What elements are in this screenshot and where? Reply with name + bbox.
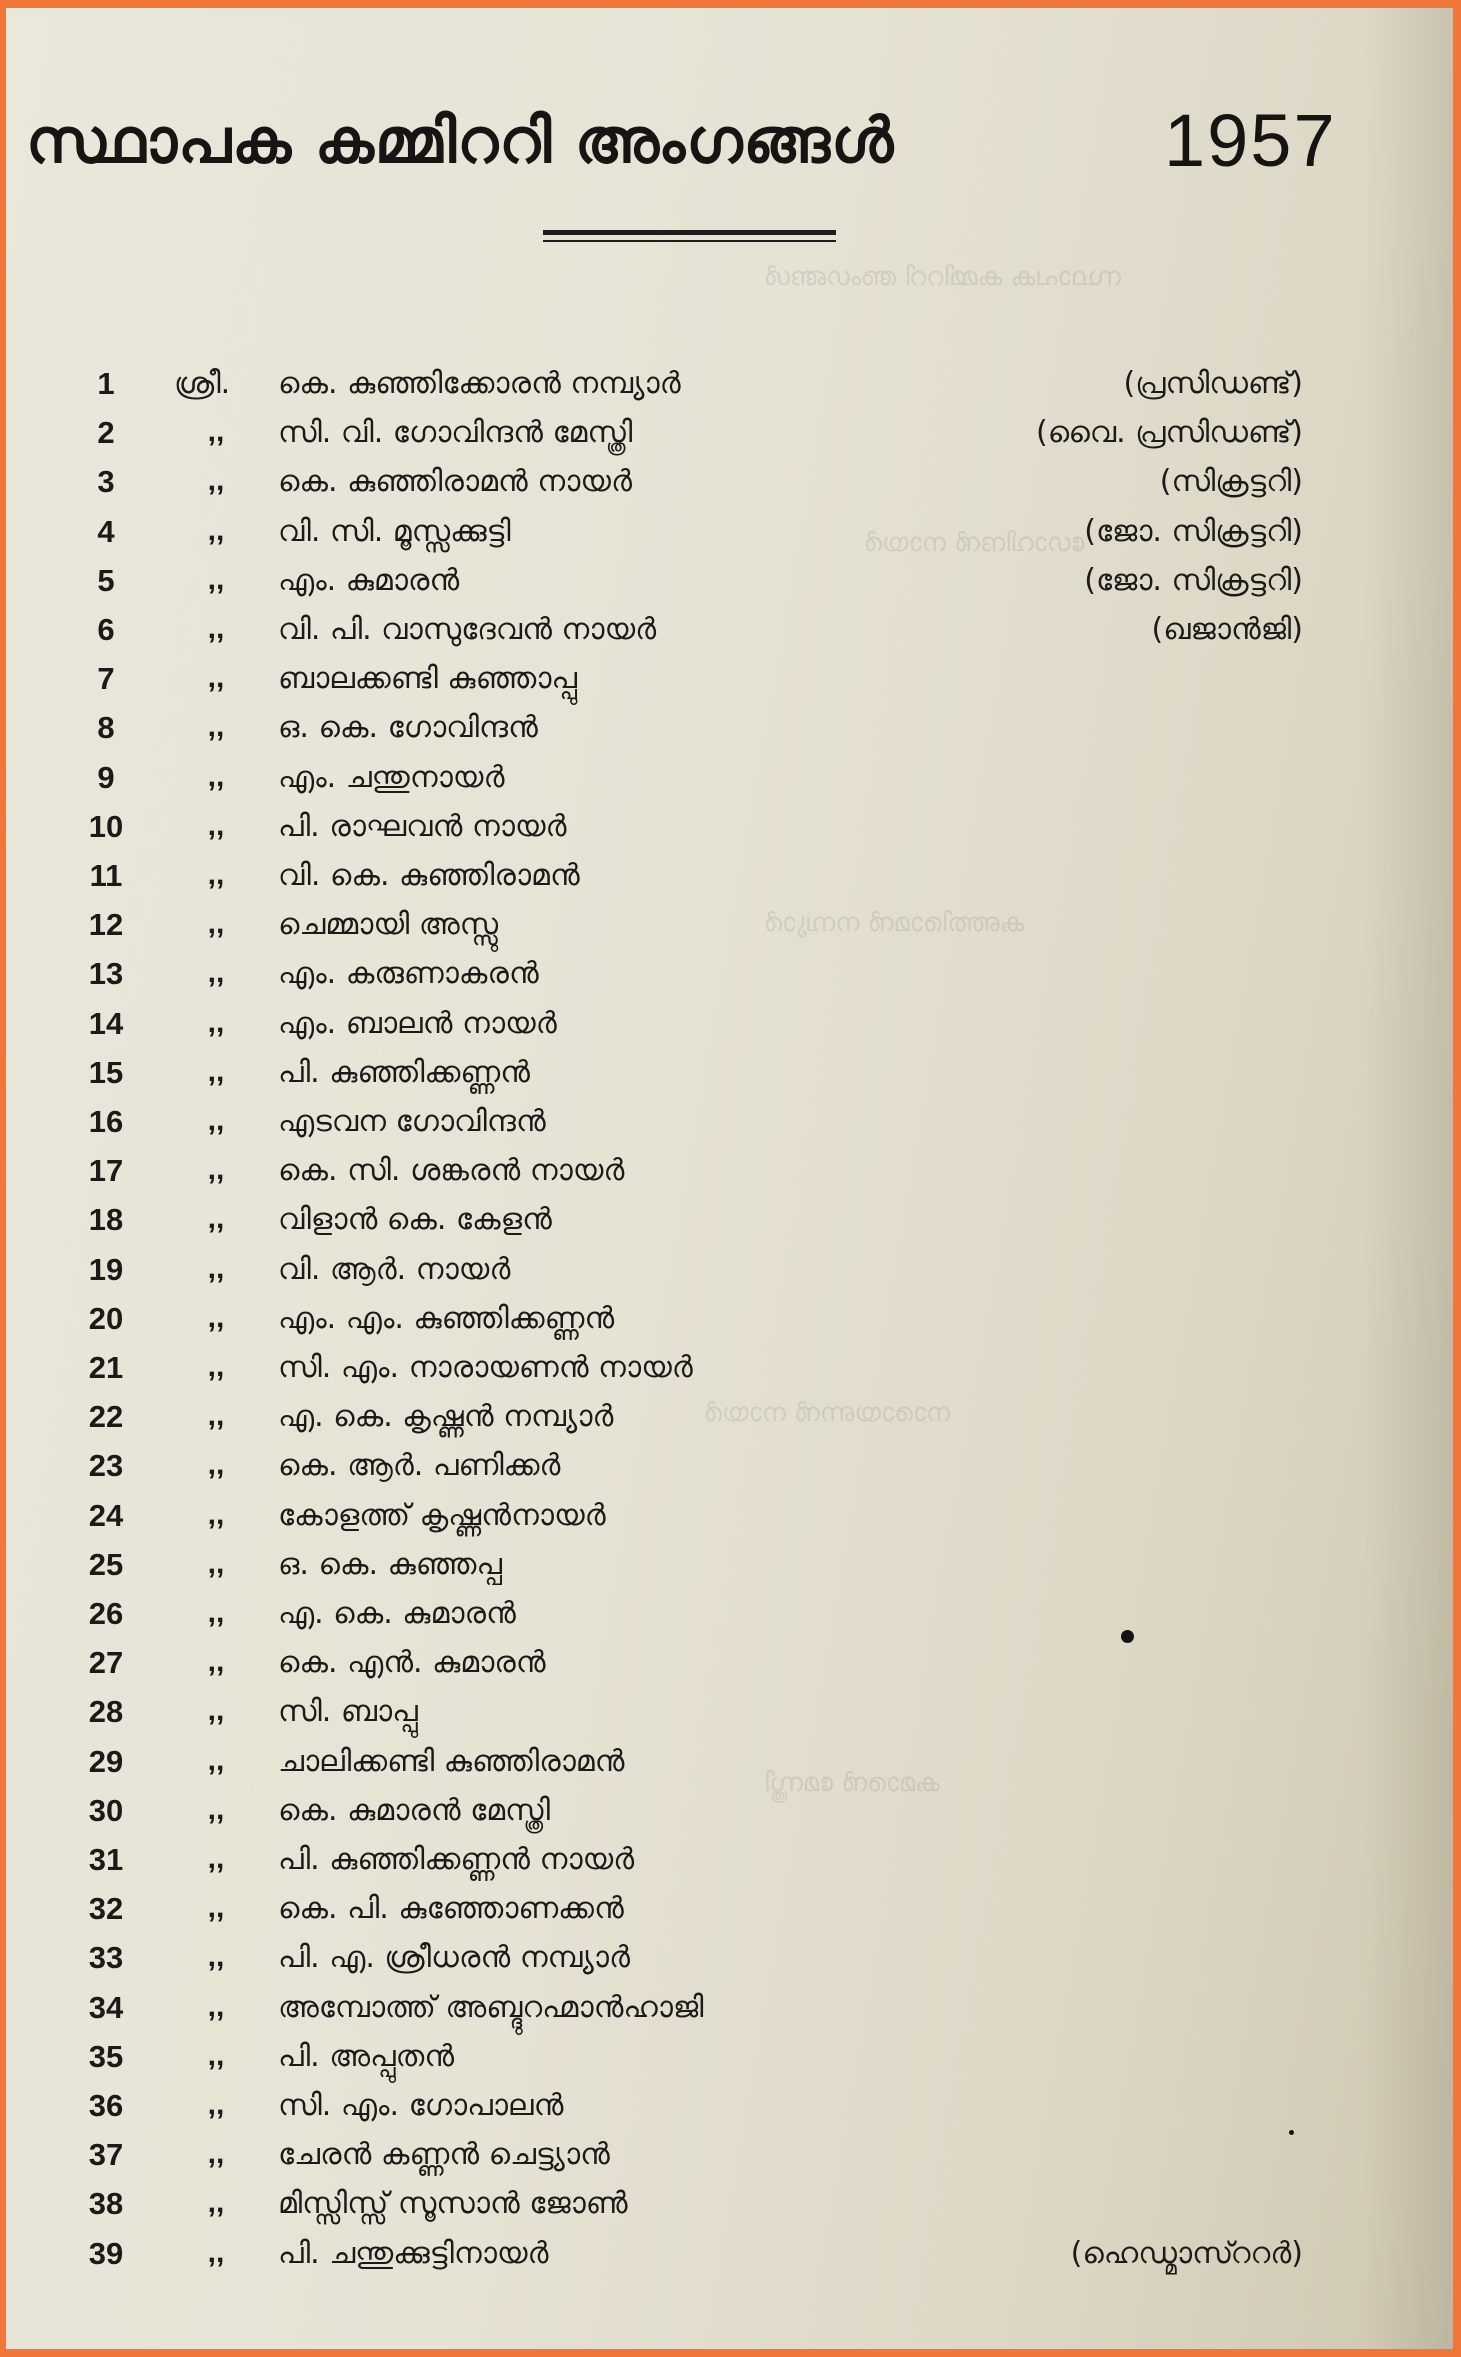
member-name: കെ. കുമാരൻ മേസ്ത്രി — [278, 1793, 550, 1828]
member-number: 36 — [88, 2088, 124, 2123]
member-number: 2 — [97, 415, 115, 450]
member-row — [6, 1104, 1453, 1152]
member-prefix: ,, — [207, 2186, 225, 2219]
member-number: 13 — [88, 956, 124, 991]
member-number: 35 — [88, 2039, 124, 2074]
member-row — [6, 1202, 1453, 1250]
bleed-through-line: കുഞ്ഞിരാമൻ നമ്പ്യാർ — [766, 908, 1027, 938]
member-row — [6, 710, 1453, 758]
member-prefix: ,, — [207, 1055, 225, 1088]
member-row — [6, 858, 1453, 906]
member-prefix: ,, — [207, 2039, 225, 2072]
member-prefix: ,, — [207, 1596, 225, 1629]
member-number: 27 — [88, 1645, 124, 1680]
member-row — [6, 1990, 1453, 2038]
member-number: 37 — [88, 2137, 124, 2172]
member-name: കെ. സി. ശങ്കരൻ നായർ — [278, 1153, 625, 1188]
member-name: മിസ്സിസ്സ് സൂസാൻ ജോൺ — [278, 2186, 628, 2221]
member-name: കെ. കുഞ്ഞിരാമൻ നായർ — [278, 464, 632, 499]
member-number: 12 — [88, 907, 124, 942]
member-prefix: ,, — [207, 1547, 225, 1580]
member-name: എം. കുമാരൻ — [278, 563, 460, 598]
member-name: കെ. എൻ. കുമാരൻ — [278, 1645, 546, 1680]
member-number: 17 — [88, 1153, 124, 1188]
member-row — [6, 2186, 1453, 2234]
member-name: പി. കുഞ്ഞിക്കണ്ണൻ നായർ — [278, 1842, 635, 1877]
member-number: 20 — [88, 1301, 124, 1336]
member-role: (സിക്രട്ടറി) — [1159, 464, 1303, 499]
member-row — [6, 415, 1453, 463]
member-number: 31 — [88, 1842, 124, 1877]
ink-spot — [1121, 1630, 1134, 1643]
member-row — [6, 661, 1453, 709]
member-row — [6, 1153, 1453, 1201]
member-prefix: ,, — [207, 710, 225, 743]
member-number: 10 — [88, 809, 124, 844]
member-row — [6, 956, 1453, 1004]
member-name: ഒ. കെ. കുഞ്ഞപ്പ — [278, 1547, 503, 1582]
member-name: ചേരൻ കണ്ണൻ ചെട്ട്യാൻ — [278, 2137, 610, 2172]
member-prefix: ,, — [207, 1793, 225, 1826]
member-name: ഒ. കെ. ഗോവിന്ദൻ — [278, 710, 538, 745]
page-title: സ്ഥാപക കമ്മിററി അംഗങ്ങൾ — [26, 104, 895, 177]
member-prefix: ,, — [207, 2137, 225, 2170]
member-row — [6, 1547, 1453, 1595]
member-row — [6, 1891, 1453, 1939]
bleed-through-line: നാരായണൻ നായർ — [706, 1398, 953, 1428]
member-number: 34 — [88, 1990, 124, 2025]
member-prefix: ,, — [207, 1940, 225, 1973]
member-number: 32 — [88, 1891, 124, 1926]
member-prefix: ,, — [207, 1498, 225, 1531]
bleed-through-line: ഗോവിന്ദൻ നായർ — [866, 528, 1087, 558]
member-name: എം. എം. കുഞ്ഞിക്കണ്ണൻ — [278, 1301, 615, 1336]
member-number: 5 — [97, 563, 115, 598]
member-prefix: ,, — [207, 858, 225, 891]
member-number: 8 — [97, 710, 115, 745]
member-number: 25 — [88, 1547, 124, 1582]
member-row — [6, 1842, 1453, 1890]
member-row — [6, 1301, 1453, 1349]
member-number: 16 — [88, 1104, 124, 1139]
member-name: എം. ബാലൻ നായർ — [278, 1006, 557, 1041]
member-prefix: ,, — [207, 809, 225, 842]
member-role: (ജോ. സിക്രട്ടറി) — [1084, 563, 1303, 598]
member-prefix: ,, — [207, 1990, 225, 2023]
member-name: പി. എ. ശ്രീധരൻ നമ്പ്യാർ — [278, 1940, 630, 1975]
member-name: പി. കുഞ്ഞിക്കണ്ണൻ — [278, 1055, 530, 1090]
member-number: 38 — [88, 2186, 124, 2221]
member-number: 33 — [88, 1940, 124, 1975]
member-prefix: ,, — [207, 1104, 225, 1137]
page-year: 1957 — [1164, 99, 1337, 182]
member-prefix: ,, — [207, 760, 225, 793]
member-name: പി. അപ്പുതൻ — [278, 2039, 455, 2074]
member-name: വി. പി. വാസുദേവൻ നായർ — [278, 612, 657, 647]
member-prefix: ,, — [207, 661, 225, 694]
member-name: കെ. പി. കുഞ്ഞോണക്കൻ — [278, 1891, 624, 1926]
member-name: ബാലക്കണ്ടി കുഞ്ഞാപ്പു — [278, 661, 578, 696]
member-name: എ. കെ. കുമാരൻ — [278, 1596, 516, 1631]
member-row — [6, 809, 1453, 857]
member-number: 6 — [97, 612, 115, 647]
member-row — [6, 366, 1453, 414]
member-name: കെ. കുഞ്ഞിക്കോരൻ നമ്പ്യാർ — [278, 366, 681, 401]
member-number: 21 — [88, 1350, 124, 1385]
member-number: 22 — [88, 1399, 124, 1434]
member-row — [6, 612, 1453, 660]
member-prefix: ,, — [207, 2088, 225, 2121]
title-underline — [543, 230, 836, 235]
member-name: എം. കരുണാകരൻ — [278, 956, 539, 991]
member-role: (ജോ. സിക്രട്ടറി) — [1084, 514, 1303, 549]
bleed-through-line: സ്ഥാപക കമ്മിററി അംഗങ്ങൾ — [766, 262, 1124, 292]
bleed-through-line: കുമാരൻ മേസ്ത്രി — [766, 1768, 942, 1798]
member-prefix: ,, — [207, 514, 225, 547]
member-prefix: ,, — [207, 464, 225, 497]
member-number: 30 — [88, 1793, 124, 1828]
member-prefix: ,, — [207, 956, 225, 989]
member-name: കോളത്ത് കൃഷ്ണൻനായർ — [278, 1498, 606, 1533]
member-name: പി. രാഘവൻ നായർ — [278, 809, 567, 844]
member-prefix: ,, — [207, 415, 225, 448]
member-row — [6, 1399, 1453, 1447]
member-row — [6, 1055, 1453, 1103]
title-underline-thin — [543, 240, 836, 242]
member-row — [6, 1596, 1453, 1644]
member-prefix: ,, — [207, 1399, 225, 1432]
member-role: (ഖജാൻജി) — [1151, 612, 1303, 647]
member-number: 29 — [88, 1744, 124, 1779]
member-prefix: ശ്രീ. — [174, 366, 231, 401]
member-number: 14 — [88, 1006, 124, 1041]
member-row — [6, 1448, 1453, 1496]
member-name: വി. സി. മൂസ്സക്കുട്ടി — [278, 514, 511, 549]
member-number: 1 — [97, 366, 115, 401]
document-page — [6, 8, 1453, 2349]
member-name: എ. കെ. കൃഷ്ണൻ നമ്പ്യാർ — [278, 1399, 614, 1434]
member-prefix: ,, — [207, 2236, 225, 2269]
member-prefix: ,, — [207, 1006, 225, 1039]
member-name: പി. ചന്തുക്കുട്ടിനായർ — [278, 2236, 549, 2271]
member-name: എം. ചന്തുനായർ — [278, 760, 505, 795]
member-prefix: ,, — [207, 1645, 225, 1678]
member-role: (ഹെഡ്മാസ്ററർ) — [1070, 2236, 1303, 2271]
member-prefix: ,, — [207, 1842, 225, 1875]
member-row — [6, 760, 1453, 808]
member-number: 26 — [88, 1596, 124, 1631]
member-number: 7 — [97, 661, 115, 696]
member-row — [6, 1940, 1453, 1988]
member-number: 3 — [97, 464, 115, 499]
member-row — [6, 2236, 1453, 2284]
member-name: സി. വി. ഗോവിന്ദൻ മേസ്ത്രി — [278, 415, 633, 450]
member-row — [6, 2088, 1453, 2136]
member-row — [6, 1645, 1453, 1693]
member-row — [6, 1498, 1453, 1546]
member-row — [6, 563, 1453, 611]
member-row — [6, 907, 1453, 955]
member-row — [6, 2137, 1453, 2185]
member-name: സി. എം. നാരായണൻ നായർ — [278, 1350, 693, 1385]
member-prefix: ,, — [207, 1744, 225, 1777]
member-prefix: ,, — [207, 1694, 225, 1727]
member-prefix: ,, — [207, 907, 225, 940]
member-prefix: ,, — [207, 1448, 225, 1481]
member-row — [6, 464, 1453, 512]
member-row — [6, 1793, 1453, 1841]
member-prefix: ,, — [207, 1153, 225, 1186]
member-prefix: ,, — [207, 1202, 225, 1235]
member-name: അമ്പോത്ത് അബ്ദുറഹ്മാൻഹാജി — [278, 1990, 704, 2025]
member-number: 15 — [88, 1055, 124, 1090]
member-number: 4 — [97, 514, 115, 549]
member-name: വി. കെ. കുഞ്ഞിരാമൻ — [278, 858, 580, 893]
member-name: വി. ആർ. നായർ — [278, 1252, 511, 1287]
member-prefix: ,, — [207, 612, 225, 645]
member-number: 39 — [88, 2236, 124, 2271]
member-number: 18 — [88, 1202, 124, 1237]
member-name: കെ. ആർ. പണിക്കർ — [278, 1448, 561, 1483]
member-prefix: ,, — [207, 1301, 225, 1334]
member-role: (വൈ. പ്രസിഡണ്ട്) — [1035, 415, 1303, 450]
member-role: (പ്രസിഡണ്ട്) — [1123, 366, 1303, 401]
member-number: 19 — [88, 1252, 124, 1287]
member-row — [6, 1744, 1453, 1792]
member-number: 11 — [89, 858, 123, 893]
member-number: 9 — [97, 760, 115, 795]
member-row — [6, 1694, 1453, 1742]
member-row — [6, 1252, 1453, 1300]
member-prefix: ,, — [207, 563, 225, 596]
member-name: എടവന ഗോവിന്ദൻ — [278, 1104, 546, 1139]
member-name: ചാലിക്കണ്ടി കുഞ്ഞിരാമൻ — [278, 1744, 625, 1779]
member-number: 28 — [88, 1694, 124, 1729]
member-row — [6, 1350, 1453, 1398]
member-name: സി. ബാപ്പു — [278, 1694, 418, 1729]
member-number: 23 — [88, 1448, 124, 1483]
member-row — [6, 2039, 1453, 2087]
member-row — [6, 514, 1453, 562]
member-number: 24 — [88, 1498, 124, 1533]
member-prefix: ,, — [207, 1252, 225, 1285]
member-prefix: ,, — [207, 1350, 225, 1383]
member-prefix: ,, — [207, 1891, 225, 1924]
member-row — [6, 1006, 1453, 1054]
member-name: സി. എം. ഗോപാലൻ — [278, 2088, 564, 2123]
member-name: ചെമ്മായി അസ്സു — [278, 907, 499, 942]
ink-spot — [1289, 2130, 1294, 2135]
member-name: വിളാൻ കെ. കേളൻ — [278, 1202, 552, 1237]
